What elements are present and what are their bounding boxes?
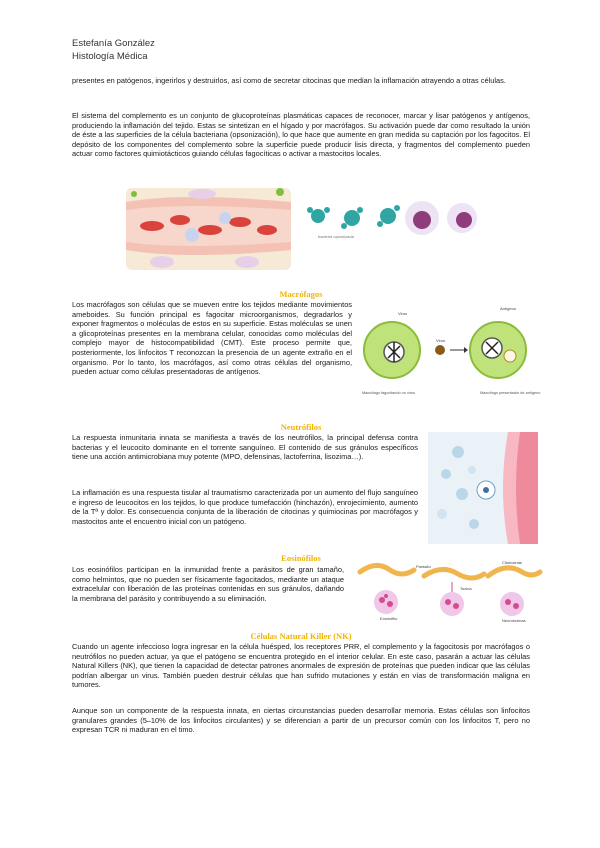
nk-paragraph-1: Cuando un agente infeccioso logra ingresar en la célula huésped, los receptores PRR, el complemento y la fagocitosis por macrófagos o neutrófilos no pueden actuar, ya que el patógeno se encuentra protegido en el interior celular. En este caso, pasarán a actuar las células Natural Killers (NK), que tienen la capacidad de detectar patrones anormales de expresión de proteínas que pueden indicar que las células podrían albergar un virus. También pueden destruir células que han sufrido mutaciones y están en vías de transformación maligna en tumores. [72,642,530,690]
neutrophil-paragraph-2: La inflamación es una respuesta tisular al traumatismo caracterizada por un aumento del flujo sanguíneo e ingreso de leucocitos en los tejidos, lo que produce tumefacción (hinchazón), enrojecimiento, aumento de la Tª y dolor. Es consecuencia conjunta de la liberación de citocinas y quimiocinas por macrófagos y mastocitos ante el encuentro inicial con un patógeno. [72,488,418,526]
caption-presenting: Macrófago presentador de antígeno [480,391,541,395]
neutrophil-figure [428,432,538,544]
author-name: Estefanía González [72,38,155,49]
antigen-label: Antígeno [500,306,517,311]
virus-particle [435,338,445,355]
macrophage-figure [360,300,541,406]
heading-eosinofilos: Eosinófilos [281,553,321,563]
parasite-label: Parásito [416,564,431,569]
heading-macrofagos: Macrófagos [279,289,323,299]
macrophage-paragraph: Los macrófagos son células que se mueven entre los tejidos mediante movimientos ameboides. Su función principal es fagocitar microorganismos, degradarlos y exponer fragmentos o moléculas de estos en su superficie. Estas moléculas se unen a glicoproteínas presentes en la membrana celular, conocidas como moléculas del complejo mayor de histocompatibilidad (CMT). Este proceso permite que, posteriormente, los linfocitos T reconozcan la presencia de un agente extraño en el organismo. Por lo tanto, los macrófagos, así como otras células del organismo, pueden actuar como células presentadoras de antígenos. [72,300,352,377]
page-header [72,37,155,63]
eosinophil-label: Eosinófilo [380,616,398,621]
neurotoxin-label: Neurotoxinas [502,618,526,623]
complement-figure [122,180,479,278]
subject-name: Histología Médica [72,51,148,62]
eosinophil-paragraph: Los eosinófilos participan en la inmunidad frente a parásitos de gran tamaño, como helmintos, que no pueden ser físicamente fagocitados, mediante un ataque extracelular con liberación de las proteínas contenidas en sus gránulos, dañando la membrana del parásito y contribuyendo a su eliminación. [72,565,344,603]
heading-neutrofilos: Neutrófilos [280,422,322,432]
neutrophil-paragraph-1: La respuesta inmunitaria innata se manifiesta a través de los neutrófilos, la principal defensa contra bacterias y el leucocito dominante en el torrente sanguíneo. El contenido de sus gránulos específicos tiene una acción antimicrobiana muy potente (MPO, defensinas, lactoferrina, lisozima…). [72,433,418,462]
intro-paragraph: presentes en patógenos, ingerirlos y destruirlos, así como de secretar citocinas que median la inflamación atrayendo a otras células. [72,76,506,85]
eosinophil-figure [356,556,542,626]
cytotoxin-label: Citotoxinas [502,560,522,565]
heading-nk: Células Natural Killer (NK) [250,631,352,641]
toxin-label: Toxina [460,586,472,591]
blood-vessel-illustration [126,188,291,270]
caption-phagocytosing: Macrófago fagocitando un virus [362,391,415,395]
nk-paragraph-2: Aunque son un componente de la respuesta innata, en ciertas circunstancias pueden desarrollar memoria. Estas células son linfocitos granulares grandes (5–10% de los linfocitos circulantes) y se diferencian a partir de un precursor común con los linfocitos T, pero no expresan TCR ni maduran en el timo. [72,706,530,735]
opsonized-label: bacteria opsonizada [318,234,354,239]
complement-paragraph: El sistema del complemento es un conjunto de glucoproteínas plasmáticas capaces de reconocer, marcar y lisar patógenos y antígenos, produciendo la inflamación del tejido. Estas se sintetizan en el hígado y por macrófagos. Su activación puede dar como resultado la unión de éste a las superficies de la célula bacteriana (opsonización), lo que hace que aumente en gran medida su captación por los fagocitos. El depósito de los componentes del complemento sobre la superficie puede producir lisis directa, y fragmentos del complemento pueden actuar como factores quimiotácticos guiando células fagocíticas o activar a mastocitos locales. [72,111,530,159]
virus-label-a: Virus [398,311,408,316]
virus-label-b: Virus [436,338,446,343]
